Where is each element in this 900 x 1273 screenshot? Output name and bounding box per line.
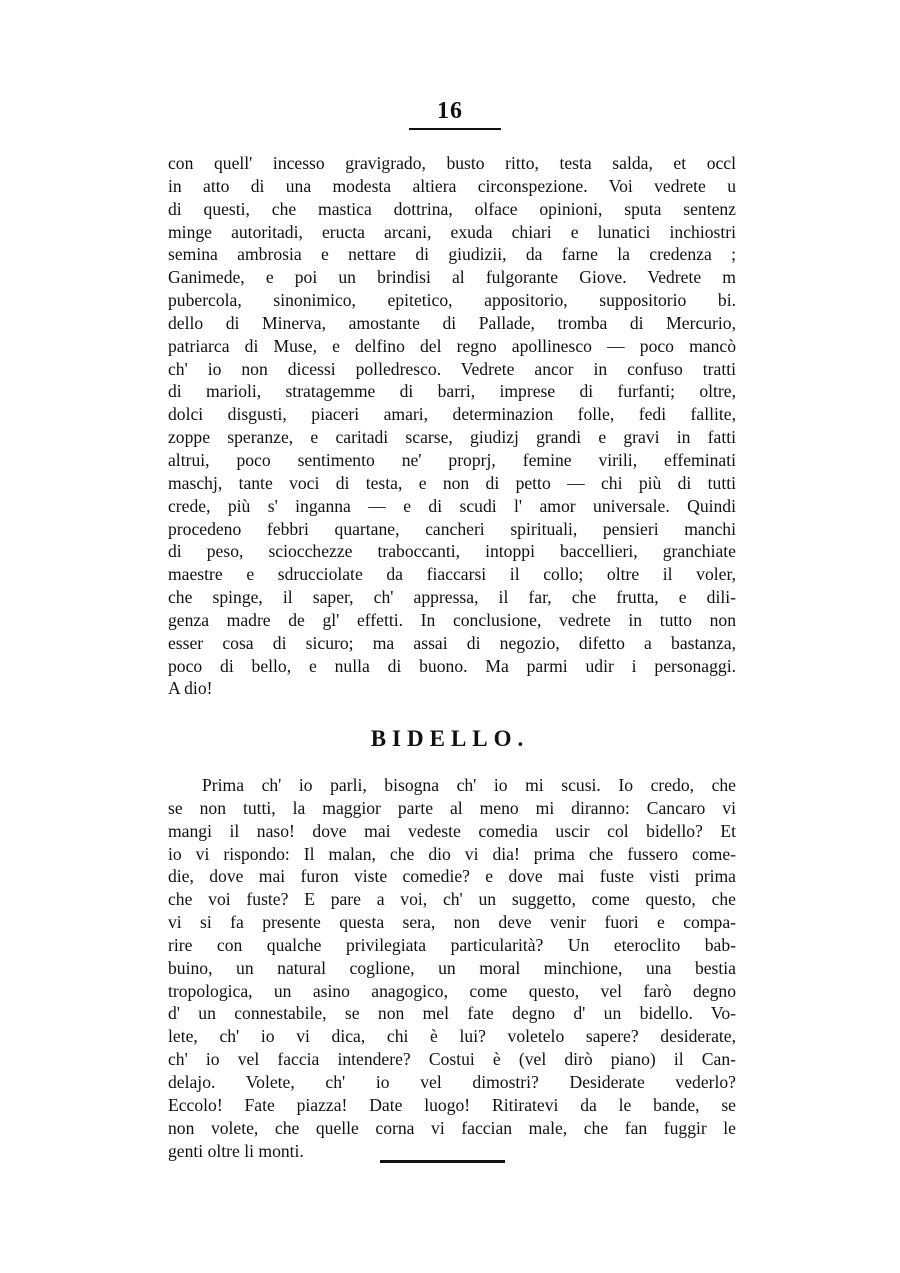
text-line: vi si fa presente questa sera, non deve venir fuori e compa- [168, 912, 736, 933]
text-line: maschj, tante voci di testa, e non di petto — chi più di tutti [168, 472, 736, 493]
text-line: se non tutti, la maggior parte al meno mi diranno: Cancaro vi [168, 797, 736, 818]
text-line: Prima ch' io parli, bisogna ch' io mi scusi. Io credo, che [202, 775, 736, 795]
text-line: genti oltre li monti. [168, 1140, 304, 1161]
text-line: mangi il naso! dove mai vedeste comedia uscir col bidello? Et [168, 820, 736, 841]
text-line: in atto di una modesta altiera circonspezione. Voi vedrete u [168, 175, 736, 196]
text-line: esser cosa di sicuro; ma assai di negozio, difetto a bastanza, [168, 632, 736, 653]
text-line: di marioli, stratagemme di barri, imprese di furfanti; oltre, [168, 381, 736, 402]
text-line: ch' io non dicessi polledresco. Vedrete ancor in confuso tratti [168, 358, 736, 379]
text-line: crede, più s' inganna — e di scudi l' amor universale. Quindi [168, 495, 736, 516]
page-number: 16 [437, 98, 463, 124]
text-line: lete, ch' io vi dica, chi è lui? voletelo sapere? desiderate, [168, 1026, 736, 1047]
top-rule [409, 128, 501, 130]
text-line: io vi rispondo: Il malan, che dio vi dia! prima che fussero come- [168, 843, 736, 864]
text-line: ch' io vel faccia intendere? Costui è (vel dirò piano) il Can- [168, 1049, 736, 1070]
text-line: procedeno febbri quartane, cancheri spirituali, pensieri manchi [168, 518, 736, 539]
text-line: delajo. Volete, ch' io vel dimostri? Desiderate vederlo? [168, 1071, 736, 1092]
text-line: non volete, che quelle corna vi faccian male, che fan fuggir le [168, 1117, 736, 1138]
text-line: di peso, sciocchezze traboccanti, intoppi baccellieri, granchiate [168, 541, 736, 562]
text-line: zoppe speranze, e caritadi scarse, giudizj grandi e gravi in fatti [168, 427, 736, 448]
text-line: che voi fuste? E pare a voi, ch' un suggetto, come questo, che [168, 889, 736, 910]
text-line: die, dove mai furon viste comedie? e dove mai fuste visti prima [168, 866, 736, 887]
text-line: maestre e sdrucciolate da fiaccarsi il collo; oltre il voler, [168, 564, 736, 585]
text-line: di questi, che mastica dottrina, olface opinioni, sputa sentenz [168, 198, 736, 219]
text-line: dolci disgusti, piaceri amari, determinazion folle, fedi fallite, [168, 404, 736, 425]
text-line: buino, un natural coglione, un moral minchione, una bestia [168, 957, 736, 978]
text-line: Eccolo! Fate piazza! Date luogo! Ritiratevi da le bande, se [168, 1094, 736, 1115]
text-line: A dio! [168, 678, 213, 699]
text-line: Ganimede, e poi un brindisi al fulgorante Giove. Vedrete m [168, 267, 736, 288]
prologue-text [168, 152, 736, 700]
text-line: pubercola, sinonimico, epitetico, appositorio, suppositorio bi. [168, 290, 736, 311]
text-line: d' un connestabile, se non mel fate degno d' un bidello. Vo- [168, 1003, 736, 1024]
text-line: patriarca di Muse, e delfino del regno apollinesco — poco mancò [168, 335, 736, 356]
text-line: dello di Minerva, amostante di Pallade, tromba di Mercurio, [168, 312, 736, 333]
section-heading: BIDELLO. [370, 726, 530, 751]
text-line: che spinge, il saper, ch' appressa, il far, che frutta, e dili- [168, 587, 736, 608]
text-line: con quell' incesso gravigrado, busto ritto, testa salda, et occl [168, 153, 736, 173]
text-line: altrui, poco sentimento ne' proprj, femine virili, effeminati [168, 449, 736, 470]
text-line: tropologica, un asino anagogico, come questo, vel farò degno [168, 980, 736, 1001]
text-line: semina ambrosia e nettare di giudizii, da farne la credenza ; [168, 244, 736, 265]
text-line: genza madre de gl' effetti. In conclusione, vedrete in tutto non [168, 609, 736, 630]
bottom-rule [380, 1160, 505, 1163]
text-line: poco di bello, e nulla di buono. Ma parmi udir i personaggi. [168, 655, 736, 676]
bidello-text [168, 774, 736, 1162]
text-line: minge autoritadi, eructa arcani, exuda chiari e lunatici inchiostri [168, 221, 736, 242]
text-line: rire con qualche privilegiata particularità? Un eteroclito bab- [168, 934, 736, 955]
